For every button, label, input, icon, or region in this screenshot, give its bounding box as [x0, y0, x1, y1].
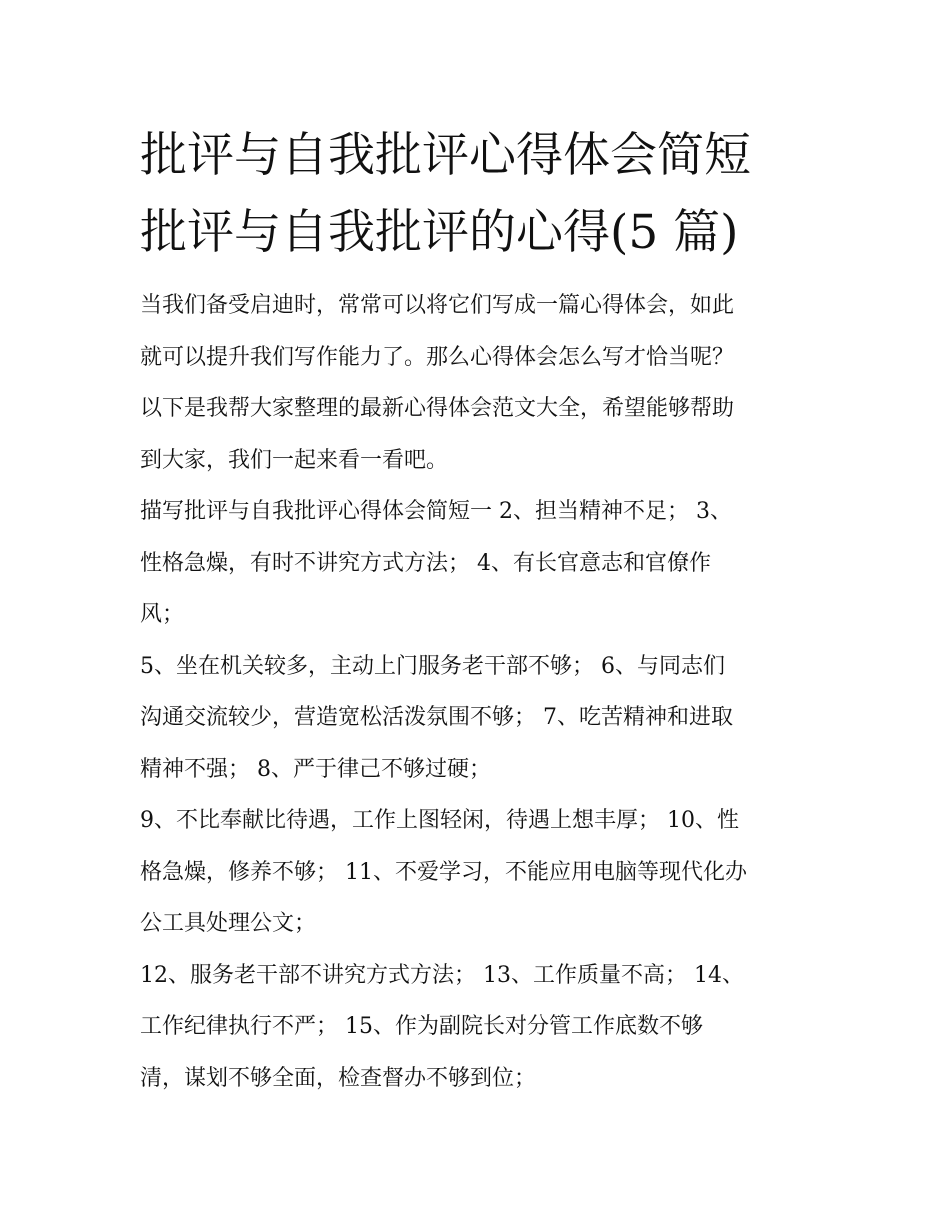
title-line: 批评与自我批评的心得(5 篇) — [140, 205, 739, 260]
intro-paragraph — [140, 280, 830, 486]
list-paragraph — [140, 641, 830, 796]
list-paragraph — [140, 950, 830, 1105]
text-line: 沟通交流较少，营造宽松活泼氛围不够； 7、吃苦精神和进取 — [140, 705, 733, 730]
text-line: 性格急燥，有时不讲究方式方法； 4、有长官意志和官僚作 — [140, 550, 711, 576]
text-line: 到大家，我们一起来看一看吧。 — [140, 447, 449, 473]
text-line: 精神不强； 8、严于律己不够过硬； — [140, 756, 491, 782]
text-line: 公工具处理公文； — [140, 911, 317, 936]
text-line: 工作纪律执行不严； 15、作为副院长对分管工作底数不够 — [140, 1014, 703, 1039]
text-line: 描写批评与自我批评心得体会简短一 2、担当精神不足； 3、 — [140, 499, 732, 524]
text-line: 12、服务老干部不讲究方式方法； 13、工作质量不高； 14、 — [140, 962, 744, 988]
text-line: 以下是我帮大家整理的最新心得体会范文大全，希望能够帮助 — [140, 396, 735, 421]
text-line: 9、不比奉献比待遇，工作上图轻闲，待遇上想丰厚； 10、性 — [140, 808, 739, 833]
text-line: 格急燥，修养不够； 11、不爱学习，不能应用电脑等现代化办 — [140, 859, 747, 885]
text-line: 风； — [140, 602, 185, 627]
document-body — [140, 280, 830, 1104]
document-title — [140, 117, 830, 271]
list-paragraph — [140, 795, 830, 950]
list-paragraph — [140, 486, 830, 641]
text-line: 5、坐在机关较多，主动上门服务老干部不够； 6、与同志们 — [140, 653, 725, 679]
text-line: 清，谋划不够全面，检查督办不够到位； — [140, 1065, 537, 1091]
text-line: 当我们备受启迪时，常常可以将它们写成一篇心得体会，如此 — [140, 293, 735, 318]
text-line: 就可以提升我们写作能力了。那么心得体会怎么写才恰当呢？ — [140, 344, 735, 370]
title-line: 批评与自我批评心得体会简短 — [140, 128, 751, 183]
